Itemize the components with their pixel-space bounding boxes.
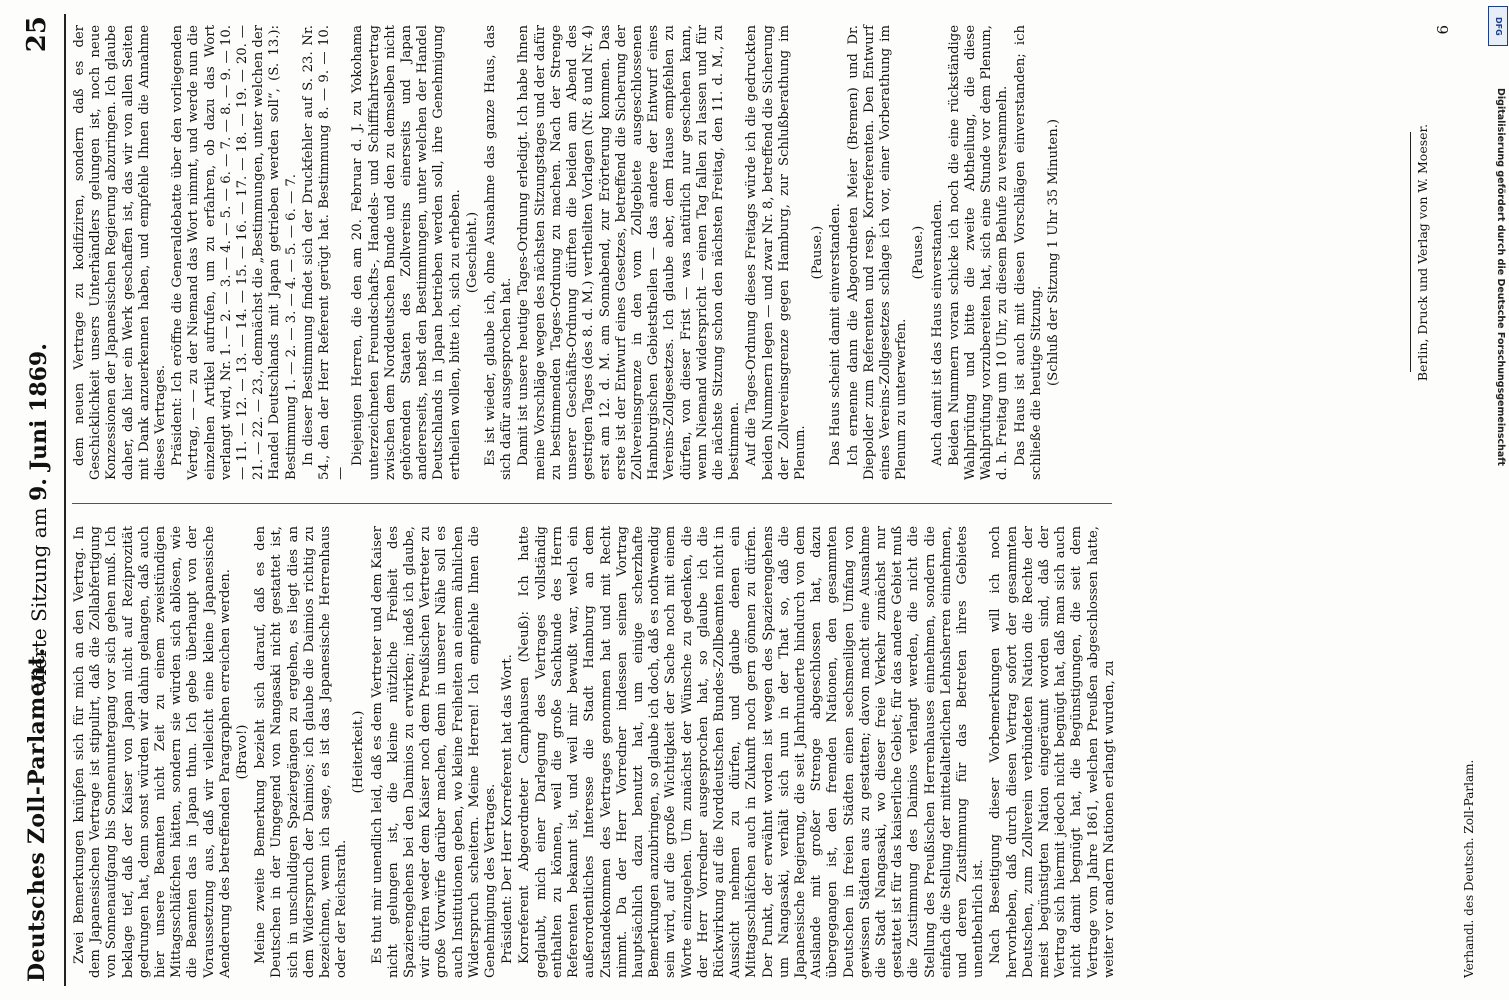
header-session-prefix: Vierte Sitzung am — [27, 507, 51, 690]
paragraph: Meine zweite Bemerkung bezieht sich darauf, daß es den Deutschen in der Umgegend von Nangasaki nicht gestattet ist, sich in unschuldigen Spaziergängen zu ergehen, es liegt dies an dem Widerspruch der Daimios; ich glaube die Daimios richtig zu bezeichnen, wenn ich sage, es ist das Japanesische Herrenhaus oder der Reichsrath. — [253, 526, 350, 978]
paragraph: Zwei Bemerkungen knüpfen sich für mich an den Vertrag. In dem Japanesischen Vertrage ist stipulirt, daß die Zollabfertigung von Sonnenaufgang bis Sonnenuntergang vor sich gehen muß. Ich beklage tief, daß der Kaiser von Japan nicht auf Reziprozität gedrungen hat, denn sonst würden wir dahin gelangen, daß auch hier unsere Beamten nicht Zeit zu einem zweistündigen Mittagsschläfchen hätten, sondern sie würden sich ablösen, wie die Beamten das in Japan thun. Ich gebe überhaupt von der Voraussetzung aus, daß wir vielleicht eine kleine Japanesische Aenderung des betreffenden Paragraphen erreichen werden. — [72, 526, 233, 978]
paragraph: Es thut mir unendlich leid, daß es dem Vertreter und dem Kaiser nicht gelungen ist, die kleine nützliche Freiheit des Spazierengehens bei den Daimios zu erwirken; indeß ich glaube, wir dürfen weder dem Kaiser noch dem Preußischen Vertreter zu große Vorwürfe darüber machen, denn in unserer Nähe soll es auch Institutionen geben, wo kleine Freiheiten an einem ähnlichen Widerspruch scheitern. Meine Herren! Ich empfehle Ihnen die Genehmigung des Vertrages. — [369, 526, 499, 978]
footer-left-note: Verhandl. des Deutsch. Zoll-Parlam. — [1462, 759, 1476, 978]
side-digitization-stamp — [1486, 0, 1509, 1000]
paragraph: dem neuen Vertrage zu kodifiziren, sondern daß es der Geschicklichkeit unsers Unterhändlers gelungen ist, noch neue Konzessionen der Japanesischen Regierung abzuringen. Ich glaube daher, daß hier ein Werk geschaffen ist, das wir von allen Seiten mit Dank anzuerkennen haben, und empfehle Ihnen die Annahme dieses Vertrages. — [72, 25, 169, 480]
footer-imprint-block — [1410, 25, 1452, 480]
stage-direction: (Pause.) — [911, 225, 927, 280]
paragraph: Auch damit ist das Haus einverstanden. — [929, 199, 945, 466]
stage-direction: (Heiterkeit.) — [351, 710, 367, 794]
paragraph: Auf die Tages-Ordnung dieses Freitags würde ich die gedruckten beiden Nummern legen — und zwar Nr. 8, betreffend die Sicherung der Zollvereinsgrenze gegen Hamburg, zur Schlußberathung im Plenum. — [744, 25, 808, 480]
paragraph: Das Haus scheint damit einverstanden. — [828, 203, 844, 466]
header-rule — [64, 14, 66, 986]
paragraph: Beiden Nummern voran schicke ich noch die eine rückständige Wahlprüfung und bitte die zweite Abtheilung, die diese Wahlprüfung vorzubereiten hat, sich eine Stunde vor dem Plenum, d. h. Freitag um 10 Uhr, zu diesem Behufe zu versammeln. — [946, 25, 1011, 480]
right-text-column — [72, 25, 1064, 480]
header-session-date: 9. Juni 1869. — [26, 343, 52, 502]
stage-direction: (Geschieht.) — [464, 211, 480, 294]
stage-direction: (Pause.) — [810, 225, 826, 280]
paragraph: Nach Beseitigung dieser Vorbemerkungen will ich noch hervorheben, daß durch diesen Vertrag sofort der gesammten Deutschen, zum Zollverein verbündeten Nation die Rechte der meist begünstigten Nation eingeräumt worden sind, daß der Vertrag sich hiermit jedoch nicht begnügt hat, daß man sich auch nicht damit begnügt hat, die Begünstigungen, die seit dem Vertrage vom Jahre 1861, welchen Preußen abgeschlossen hatte, weiter vor andern Nationen erlangt wurden, zu — [988, 526, 1117, 978]
stage-direction: (Schluß der Sitzung 1 Uhr 35 Minuten.) — [1045, 119, 1061, 386]
paragraph: Ich ernenne dann die Abgeordneten Meier (Bremen) und Dr. Diepolder zum Referenten und resp. Korreferenten. Den Entwurf eines Vereins-Zollgesetzes schlage ich vor, einer Vorberathung im Plenum zu unterwerfen. — [845, 25, 910, 480]
paragraph: Damit ist unsere heutige Tages-Ordnung erledigt. Ich habe Ihnen meine Vorschläge wegen des nächsten Sitzungstages und der dafür zu bestimmenden Tages-Ordnung zu machen. Nach der Strenge unserer Geschäfts-Ordnung dürften die beiden am Abend des gestrigen Tages (des 8. d. M.) vertheilten Vorlagen (Nr. 8 und Nr. 4) erst am 12. d. M. am Sonnabend, zur Erörterung kommen. Das erste ist der Entwurf eines Gesetzes, betreffend die Sicherung der Zollvereinsgrenze in den vom Zollgebiete ausgeschlossenen Hamburgischen Gebietstheilen — das andere der Entwurf eines Vereins-Zollgesetzes. Ich glaube aber, dem Hause empfehlen zu dürfen, von dieser Frist — was natürlich nur geschehen kann, wenn Niemand widerspricht — einen Tag fallen zu lassen und für die nächste Sitzung schon den nächsten Freitag, den 11. d. M., zu bestimmen. — [516, 25, 743, 480]
imprint-rule — [1410, 133, 1411, 373]
signature-number: 6 — [1434, 25, 1452, 35]
digitization-note: Digitalisierung gefördert durch die Deutsche Forschungsgemeinschaft — [1495, 88, 1506, 466]
paragraph: Präsident: Der Herr Korreferent hat das Wort. — [500, 654, 516, 964]
dfg-logo: DFG — [1488, 6, 1508, 46]
paragraph: Korreferent Abgeordneter Camphausen (Neuß): Ich hatte geglaubt, mich einer Darlegung des Vertrages vollständig enthalten zu können, weil die große Sachkunde des Herrn Referenten bekannt ist, und weil mir bewußt war, welch ein außerordentliches Interesse die Stadt Hamburg an dem Zustandekommen des Vertrages genommen hat und mit Recht nimmt. Da der Herr Vorredner indessen seinen Vortrag hauptsächlich dazu benutzt hat, um einige scherzhafte Bemerkungen anzubringen, so glaube ich doch, daß es nothwendig sein wird, auf die große Wichtigkeit der Sache noch mit einem Worte einzugehen. Um zunächst der Wünsche zu gedenken, die der Herr Vorredner ausgesprochen hat, so glaube ich die Rückwirkung auf die Norddeutschen Bundes-Zollbeamten nicht in Aussicht nehmen zu dürfen, und glaube denen ein Mittagsschläfchen auch in Zukunft noch gern gönnen zu dürfen. Der Punkt, der erwähnt worden ist wegen des Spazierengehens um Nangasaki, verhält sich nun in der That so, daß die Japanesische Regierung, die seit Jahrhunderte hindurch von dem Auslande mit großer Strenge abgeschlossen hat, dazu übergegangen ist, den fremden Nationen, den gesammten Deutschen in freien Städten einen sechsmeiligen Umfang von gewissen Städten aus zu gestatten; davon macht eine Ausnahme die Stadt Nangasaki, wo dieser freie Verkehr zunächst nur gestattet ist für das kaiserliche Gebiet; für das andere Gebiet muß die Zustimmung des Daimios verlangt werden, die nicht die Stellung des Preußischen Herrenhauses einnehmen, sondern die einfach die Stellung der mittelalterlichen Lehnsherren einnehmen, und deren Zustimmung für das Betreten ihres Gebietes unentbehrlich ist. — [517, 526, 987, 978]
page-number: 25 — [22, 16, 52, 53]
running-header — [22, 14, 58, 986]
imprint-text: Berlin, Druck und Verlag von W. Moeser. — [1415, 123, 1430, 382]
header-session — [26, 343, 52, 690]
paragraph: Das Haus ist auch mit diesen Vorschlägen einverstanden; ich schließe die heutige Sitzung. — [1012, 25, 1044, 480]
header-title: Deutsches Zoll-Parlament. — [24, 647, 50, 982]
paragraph: In dieser Bestimmung findet sich der Druckfehler auf S. 23. Nr. 54., den der Herr Referent gerügt hat. Bestimmung 8. — 9. — 10. — — [300, 25, 349, 480]
stage-direction: (Bravo!) — [235, 724, 251, 780]
paragraph: Diejenigen Herren, die den am 20. Februar d. J. zu Yokohama unterzeichneten Freundschafts-, Handels- und Schifffahrtsvertrag zwischen dem Norddeutschen Bunde und den zu demselben nicht gehörenden Staaten des Zollvereins einerseits und Japan andererseits, nebst den Bestimmungen, unter welchen der Handel Deutschlands in Japan betrieben werden soll, ihre Genehmigung ertheilen wollen, bitte ich, sich zu erheben. — [350, 25, 463, 480]
paragraph: Präsident: Ich eröffne die Generaldebatte über den vorliegenden Vertrag, — — zu der Niemand das Wort nimmt, und werde nun die einzelnen Artikel aufrufen, um zu erfahren, ob dazu das Wort verlangt wird, Nr. 1. — 2. — 3. — 4. — 5. — 6. — 7. — 8. — 9. — 10. — 11. — 12. — 13. — 14. — 15. — 16. — 17. — 18. — 19. — 20. — 21. — 22. — 23., demnächst die „Bestimmungen, unter welchen der Handel Deutschlands mit Japan getrieben werden soll“, (S. 13.): Bestimmung 1. — 2. — 3. — 4. — 5. — 6. — 7. — [170, 25, 299, 480]
column-divider — [72, 503, 1112, 504]
left-text-column — [72, 526, 1119, 978]
paragraph: Es ist wieder, glaube ich, ohne Ausnahme das ganze Haus, das sich dafür ausgesprochen hat. — [483, 25, 515, 480]
